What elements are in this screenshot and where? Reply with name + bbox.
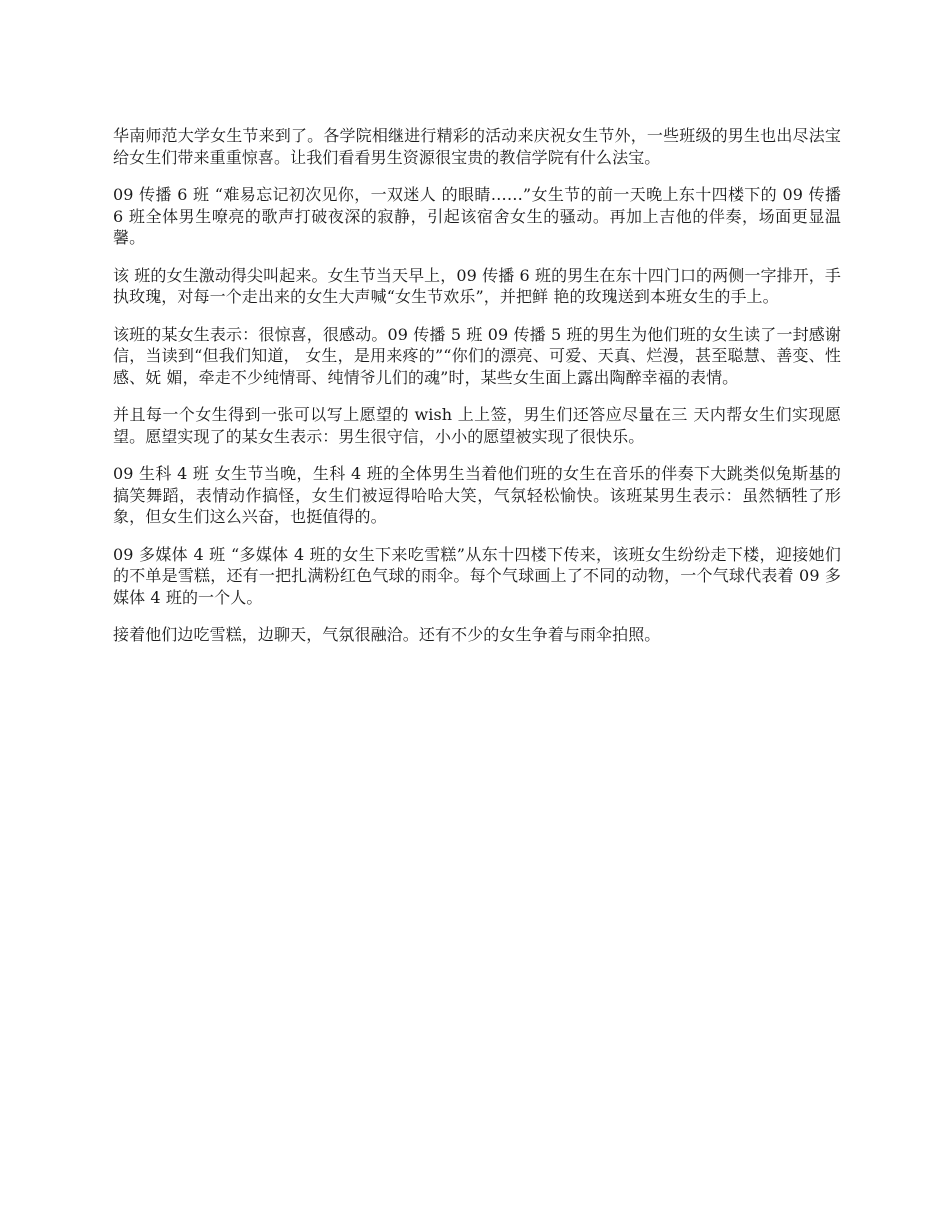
paragraph-1: 华南师范大学女生节来到了。各学院相继进行精彩的活动来庆祝女生节外，一些班级的男生也出尽法宝给女生们带来重重惊喜。让我们看看男生资源很宝贵的教信学院有什么法宝。 xyxy=(113,126,841,167)
paragraph-5: 并且每一个女生得到一张可以写上愿望的 wish 上上签，男生们还答应尽量在三 天内帮女生们实现愿望。愿望实现了的某女生表示：男生很守信，小小的愿望被实现了很快乐。 xyxy=(113,405,841,446)
paragraph-4: 该班的某女生表示：很惊喜，很感动。09 传播 5 班 09 传播 5 班的男生为他们班的女生读了一封感谢信，当读到“但我们知道， 女生，是用来疼的”“你们的漂亮、可爱、天真、烂漫，甚至聪慧、善变、性感、妩 媚，牵走不少纯情哥、纯情爷儿们的魂”时，某些女生面上露出陶醉幸福的表情。 xyxy=(113,324,841,387)
document-body xyxy=(113,125,841,662)
paragraph-3: 该 班的女生激动得尖叫起来。女生节当天早上，09 传播 6 班的男生在东十四门口的两侧一字排开，手执玫瑰，对每一个走出来的女生大声喊“女生节欢乐”，并把鲜 艳的玫瑰送到本班女生的手上。 xyxy=(113,265,841,306)
paragraph-2: 09 传播 6 班 “难易忘记初次见你，一双迷人 的眼睛……”女生节的前一天晚上东十四楼下的 09 传播 6 班全体男生嘹亮的歌声打破夜深的寂静，引起该宿舍女生的骚动。再加上吉他的伴奏，场面更显温馨。 xyxy=(113,185,841,247)
paragraph-6: 09 生科 4 班 女生节当晚，生科 4 班的全体男生当着他们班的女生在音乐的伴奏下大跳类似兔斯基的搞笑舞蹈，表情动作搞怪，女生们被逗得哈哈大笑，气氛轻松愉快。该班某男生表示：虽然牺牲了形象，但女生们这么兴奋，也挺值得的。 xyxy=(113,464,841,526)
paragraph-7: 09 多媒体 4 班 “多媒体 4 班的女生下来吃雪糕”从东十四楼下传来，该班女生纷纷走下楼，迎接她们的不单是雪糕，还有一把扎满粉红色气球的雨伞。每个气球画上了不同的动物，一个气球代表着 09 多媒体 4 班的一个人。 xyxy=(113,544,841,607)
paragraph-8: 接着他们边吃雪糕，边聊天，气氛很融洽。还有不少的女生争着与雨伞拍照。 xyxy=(113,625,661,644)
